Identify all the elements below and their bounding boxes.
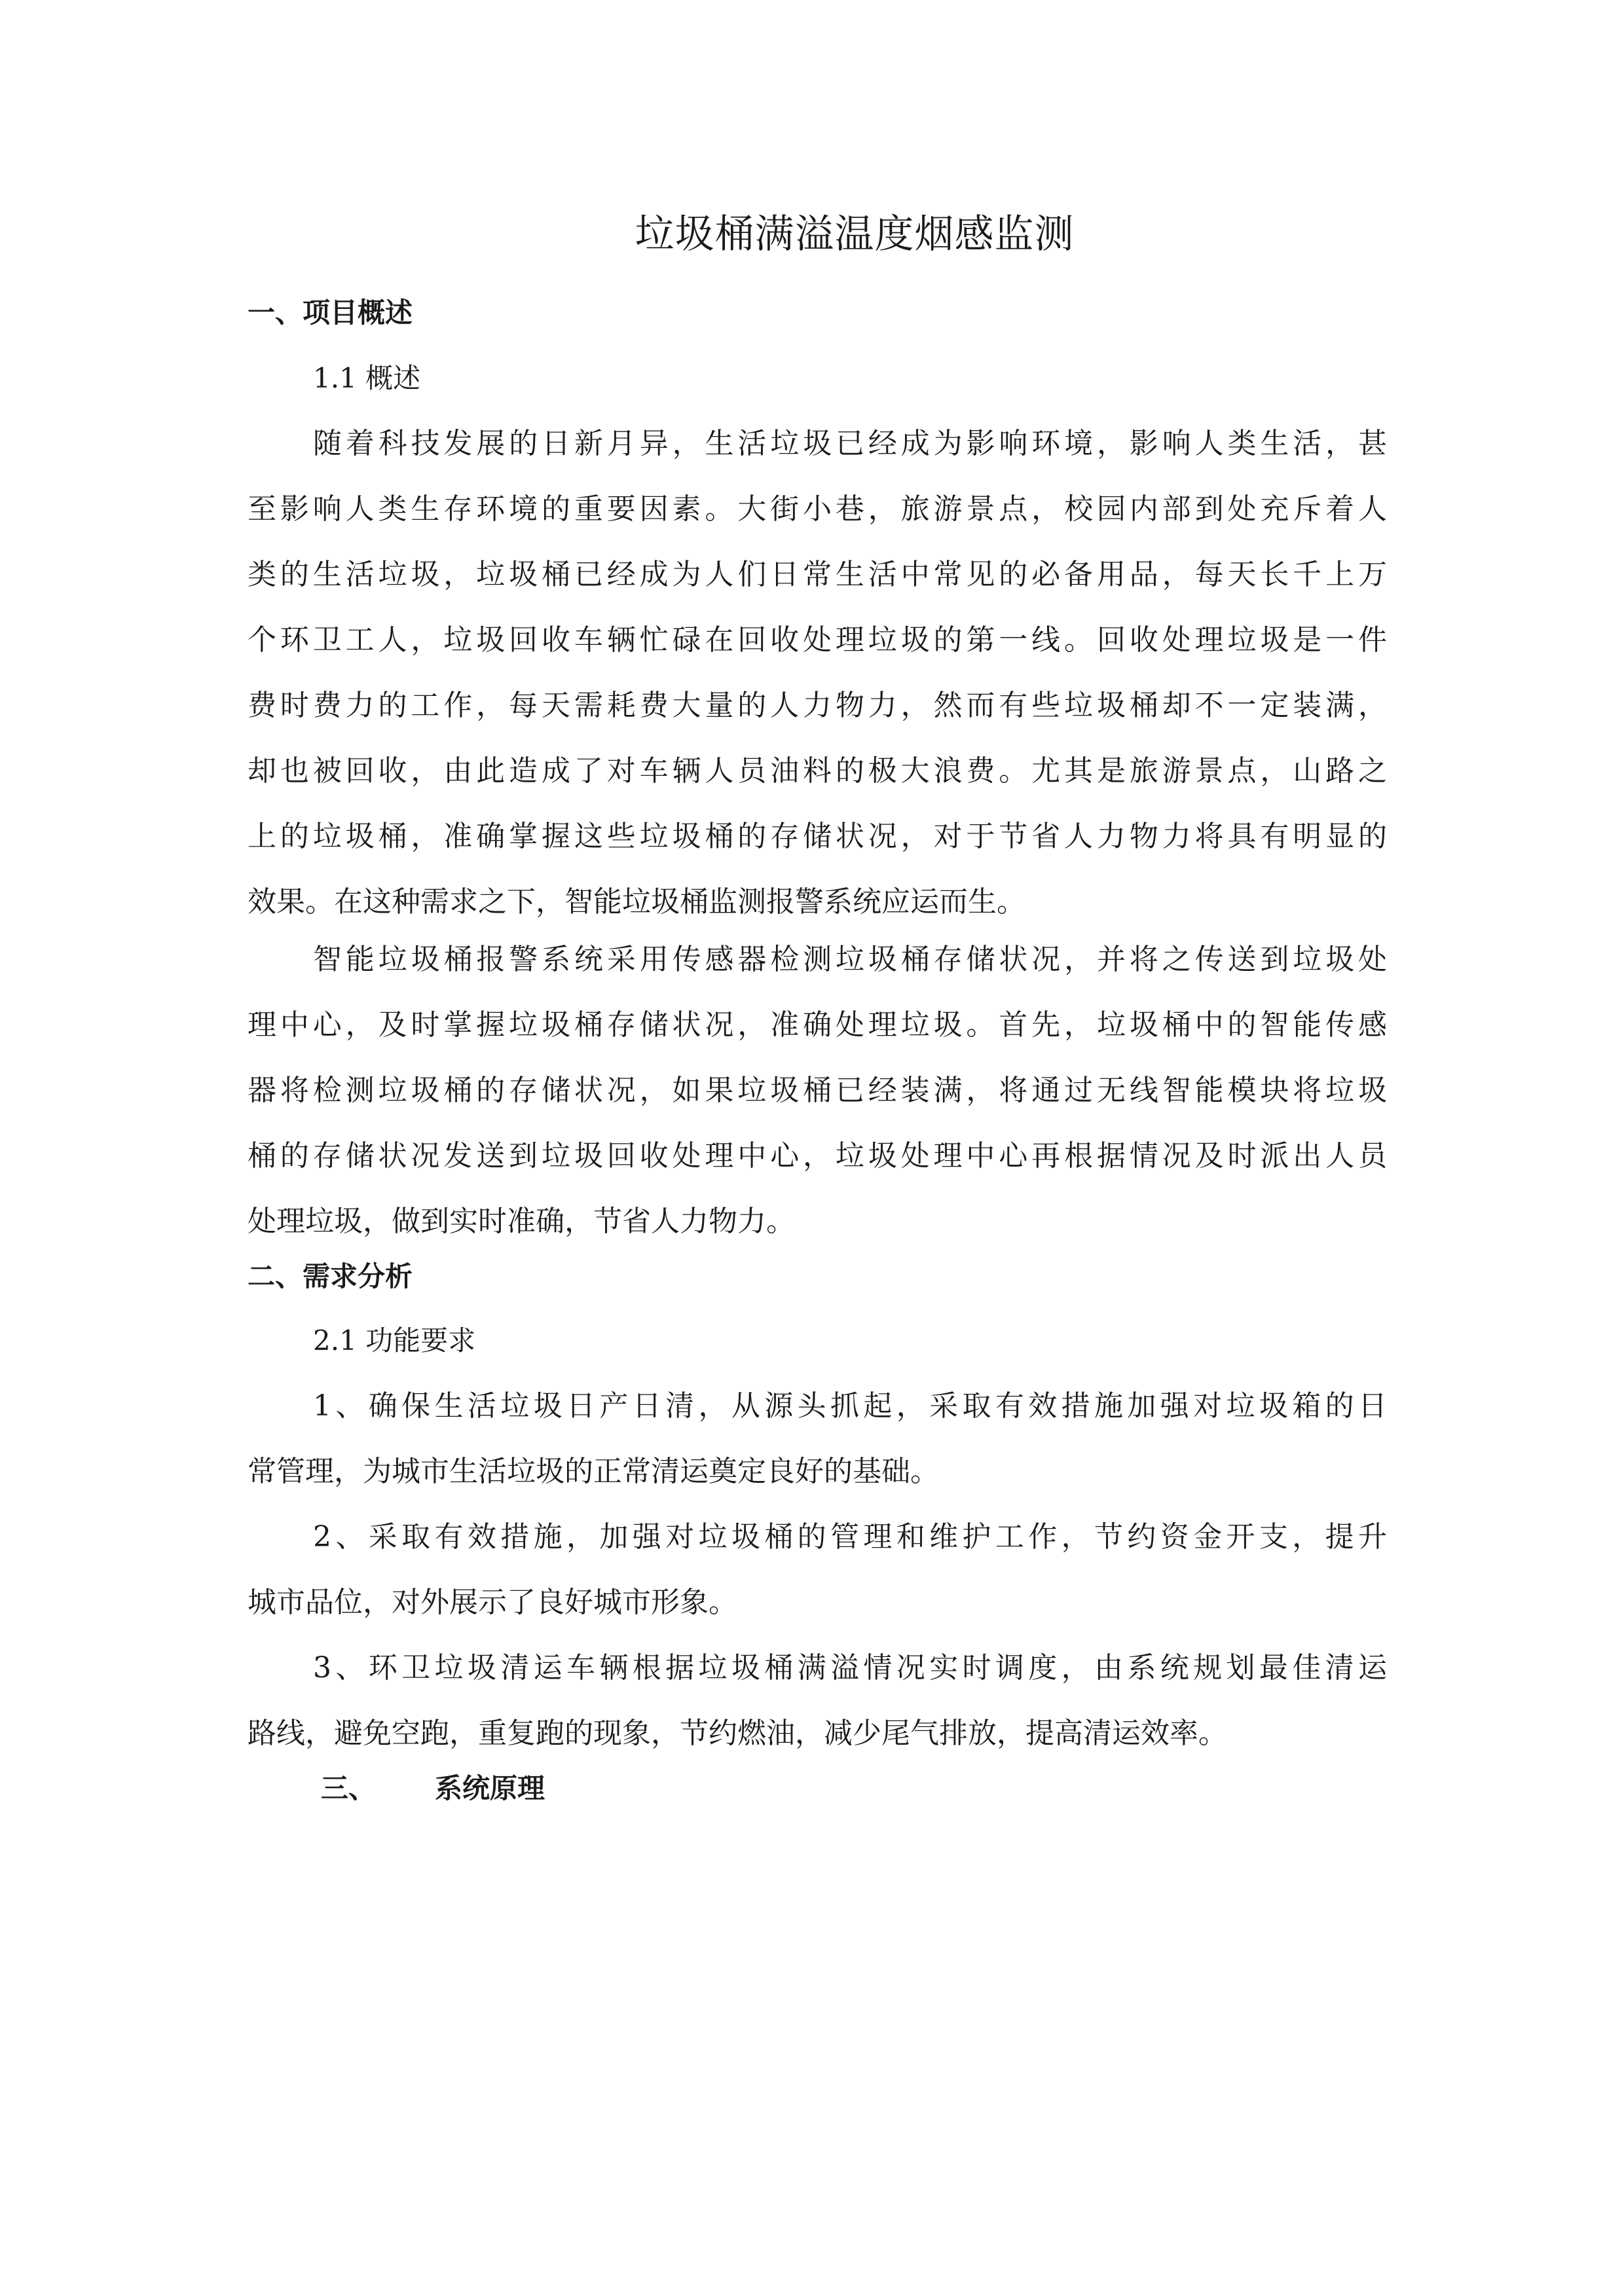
- paragraph-line: 智能垃圾桶报警系统采用传感器检测垃圾桶存储状况，并将之传送到垃圾处: [313, 943, 1387, 976]
- section-1-1-heading: 1.1 概述: [313, 362, 421, 394]
- paragraph-line: 处理垃圾，做到实时准确，节省人力物力。: [248, 1205, 795, 1238]
- paragraph-line: 城市品位，对外展示了良好城市形象。: [248, 1586, 737, 1619]
- paragraph-line: 桶的存储状况发送到垃圾回收处理中心，垃圾处理中心再根据情况及时派出人员: [248, 1139, 1387, 1173]
- paragraph-line: 随着科技发展的日新月异，生活垃圾已经成为影响环境，影响人类生活，甚: [313, 427, 1387, 460]
- section-3-heading: [321, 1769, 545, 1808]
- requirement-item-1: [248, 1374, 1387, 1504]
- paragraph-line: 却也被回收，由此造成了对车辆人员油料的极大浪费。尤其是旅游景点，山路之: [248, 754, 1387, 788]
- requirement-item-2: [248, 1504, 1387, 1635]
- section-3-title: 系统原理: [435, 1772, 545, 1804]
- section-2-1-heading: 2.1 功能要求: [313, 1324, 476, 1357]
- section-1-heading: 一、项目概述: [248, 297, 413, 329]
- paragraph-line: 类的生活垃圾，垃圾桶已经成为人们日常生活中常见的必备用品，每天长千上万: [248, 558, 1387, 591]
- requirement-item-3: [248, 1635, 1387, 1766]
- document-title: 垃圾桶满溢温度烟感监测: [635, 211, 1075, 257]
- paragraph-line: 个环卫工人，垃圾回收车辆忙碌在回收处理垃圾的第一线。回收处理垃圾是一件: [248, 623, 1387, 657]
- section-2-heading: 二、需求分析: [248, 1260, 413, 1292]
- section-1-paragraph-1: [248, 411, 1387, 935]
- section-1-paragraph-2: [248, 927, 1387, 1254]
- paragraph-line: 器将检测垃圾桶的存储状况，如果垃圾桶已经装满，将通过无线智能模块将垃圾: [248, 1074, 1387, 1107]
- section-3-number: 三、: [321, 1772, 377, 1804]
- paragraph-line: 常管理，为城市生活垃圾的正常清运奠定良好的基础。: [248, 1455, 939, 1488]
- paragraph-line: 路线，避免空跑，重复跑的现象，节约燃油，减少尾气排放，提高清运效率。: [248, 1717, 1227, 1750]
- paragraph-line: 至影响人类生存环境的重要因素。大街小巷，旅游景点，校园内部到处充斥着人: [248, 492, 1387, 526]
- paragraph-line: 3、环卫垃圾清运车辆根据垃圾桶满溢情况实时调度，由系统规划最佳清运: [313, 1651, 1387, 1685]
- paragraph-line: 效果。在这种需求之下，智能垃圾桶监测报警系统应运而生。: [248, 885, 1025, 919]
- paragraph-line: 理中心，及时掌握垃圾桶存储状况，准确处理垃圾。首先，垃圾桶中的智能传感: [248, 1008, 1387, 1042]
- paragraph-line: 费时费力的工作，每天需耗费大量的人力物力，然而有些垃圾桶却不一定装满，: [248, 689, 1387, 722]
- paragraph-line: 2、采取有效措施，加强对垃圾桶的管理和维护工作，节约资金开支，提升: [313, 1520, 1387, 1554]
- paragraph-line: 1、确保生活垃圾日产日清，从源头抓起，采取有效措施加强对垃圾箱的日: [313, 1389, 1387, 1423]
- paragraph-line: 上的垃圾桶，准确掌握这些垃圾桶的存储状况，对于节省人力物力将具有明显的: [248, 820, 1387, 853]
